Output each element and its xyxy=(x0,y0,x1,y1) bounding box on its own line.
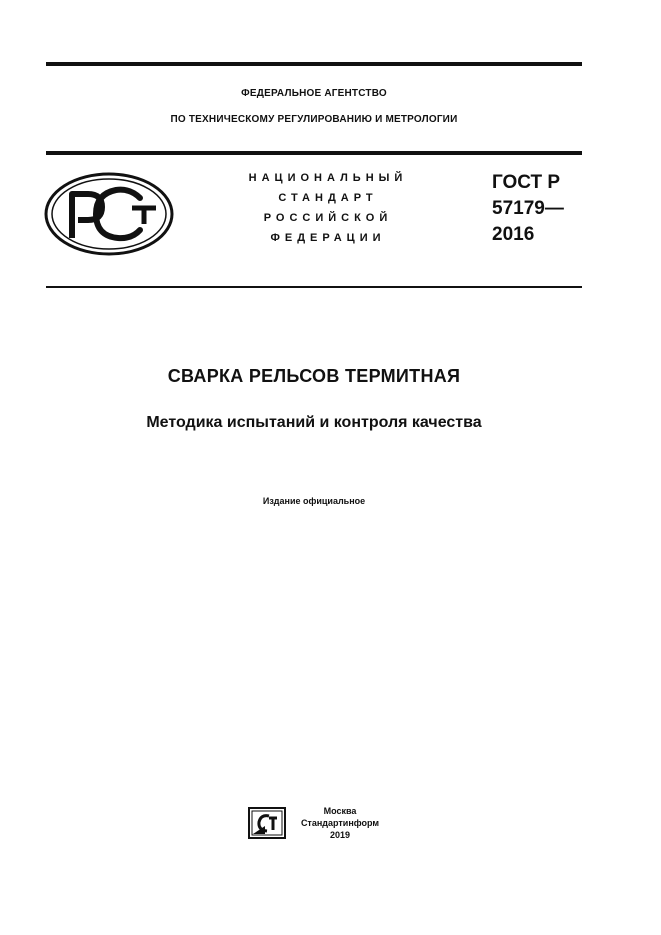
standartinform-logo-icon xyxy=(247,806,287,840)
standard-type-line-3: РОССИЙСКОЙ xyxy=(263,212,393,224)
publication-year: 2019 xyxy=(329,830,351,840)
header-divider xyxy=(46,151,582,155)
designation-line-1: ГОСТ Р xyxy=(492,172,561,193)
document-subtitle: Методика испытаний и контроля качества xyxy=(146,414,482,431)
agency-name-line-2: ПО ТЕХНИЧЕСКОМУ РЕГУЛИРОВАНИЮ И МЕТРОЛОГИИ xyxy=(170,114,458,125)
standard-type-line-4: ФЕДЕРАЦИИ xyxy=(270,232,386,244)
document-title: СВАРКА РЕЛЬСОВ ТЕРМИТНАЯ xyxy=(167,366,461,386)
rst-logo-icon xyxy=(44,172,174,256)
edition-note: Издание официальное xyxy=(262,496,366,506)
designation-line-3: 2016 xyxy=(492,224,535,245)
publisher-city: Москва xyxy=(323,806,357,816)
publisher-name: Стандартинформ xyxy=(300,818,380,828)
agency-name-line-1: ФЕДЕРАЛЬНОЕ АГЕНТСТВО xyxy=(241,88,387,99)
bottom-divider xyxy=(46,286,582,288)
standard-type-line-1: НАЦИОНАЛЬНЫЙ xyxy=(248,172,408,184)
top-divider xyxy=(46,62,582,66)
designation-line-2: 57179— xyxy=(492,198,564,219)
standard-type-line-2: СТАНДАРТ xyxy=(278,192,378,204)
